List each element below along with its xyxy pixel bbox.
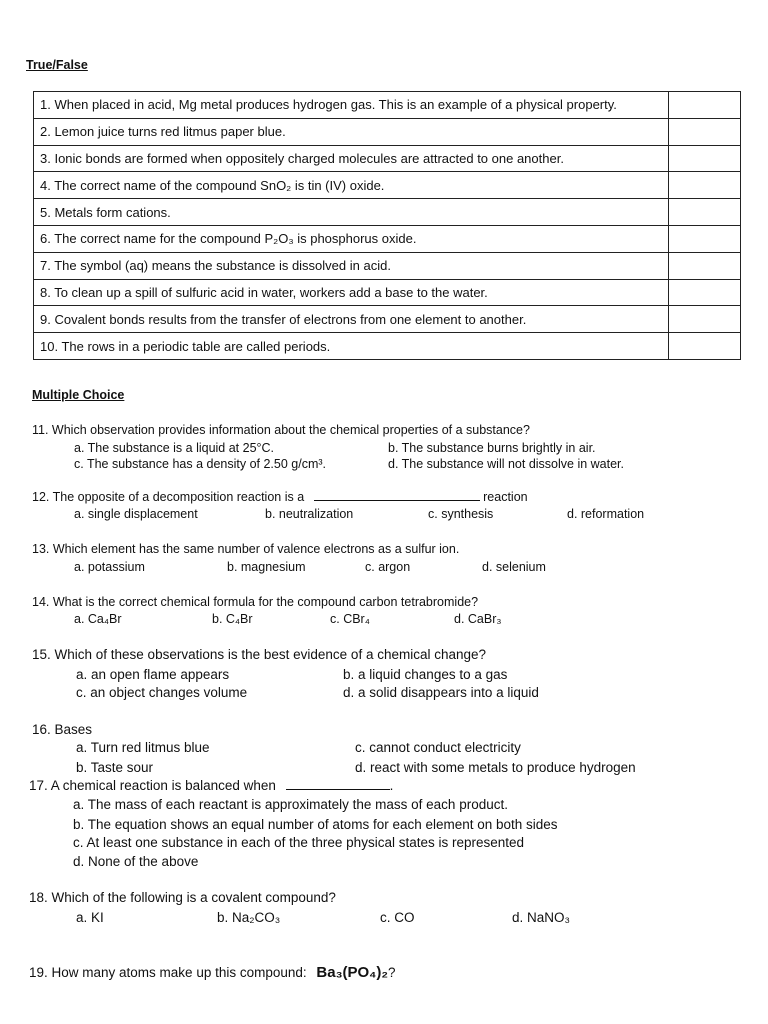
answer-cell[interactable] — [669, 172, 741, 199]
true-false-row — [34, 118, 741, 145]
q11-option-a: a. The substance is a liquid at 25°C. — [74, 441, 275, 455]
q13-option-d: d. selenium — [482, 560, 546, 574]
true-false-statement: 1. When placed in acid, Mg metal produces hydrogen gas. This is an example of a physical property. — [34, 92, 669, 119]
q15-option-b: b. a liquid changes to a gas — [343, 667, 508, 682]
q19-end: ? — [388, 965, 396, 980]
true-false-row — [34, 92, 741, 119]
answer-cell[interactable] — [669, 252, 741, 279]
q17-text: 17. A chemical reaction is balanced when — [29, 778, 276, 793]
true-false-statement: 6. The correct name for the compound P₂O₃ is phosphorus oxide. — [34, 225, 669, 252]
q15-option-d: d. a solid disappears into a liquid — [343, 685, 539, 700]
answer-cell[interactable] — [669, 145, 741, 172]
q16-option-c: c. cannot conduct electricity — [355, 740, 521, 755]
question-16: 16. Bases — [32, 722, 93, 737]
q12-option-c: c. synthesis — [428, 507, 494, 521]
q12-option-b: b. neutralization — [265, 507, 354, 521]
q13-option-a: a. potassium — [74, 560, 145, 574]
answer-cell[interactable] — [669, 225, 741, 252]
answer-cell[interactable] — [669, 333, 741, 360]
question-15: 15. Which of these observations is the best evidence of a chemical change? — [32, 647, 487, 662]
question-12 — [32, 489, 528, 504]
q12-blank — [314, 489, 480, 501]
true-false-row — [34, 145, 741, 172]
true-false-row — [34, 199, 741, 226]
q18-option-c: c. CO — [380, 910, 415, 925]
q12-option-d: d. reformation — [567, 507, 645, 521]
answer-cell[interactable] — [669, 306, 741, 333]
q14-option-c: c. CBr₄ — [330, 612, 370, 626]
question-11: 11. Which observation provides information about the chemical properties of a substance? — [32, 423, 530, 437]
true-false-statement: 4. The correct name of the compound SnO₂ is tin (IV) oxide. — [34, 172, 669, 199]
true-false-row — [34, 172, 741, 199]
q18-option-d: d. NaNO₃ — [512, 910, 571, 925]
true-false-statement: 2. Lemon juice turns red litmus paper blue. — [34, 118, 669, 145]
q11-option-b: b. The substance burns brightly in air. — [388, 441, 596, 455]
q13-option-b: b. magnesium — [227, 560, 306, 574]
q13-option-c: c. argon — [365, 560, 411, 574]
true-false-statement: 8. To clean up a spill of sulfuric acid in water, workers add a base to the water. — [34, 279, 669, 306]
answer-cell[interactable] — [669, 118, 741, 145]
question-13: 13. Which element has the same number of valence electrons as a sulfur ion. — [32, 542, 460, 556]
q17-option-d: d. None of the above — [73, 854, 199, 869]
q17-end: . — [389, 778, 394, 793]
true-false-statement: 7. The symbol (aq) means the substance is dissolved in acid. — [34, 252, 669, 279]
question-17 — [29, 778, 393, 793]
q15-option-a: a. an open flame appears — [76, 667, 230, 682]
true-false-statement: 3. Ionic bonds are formed when oppositely charged molecules are attracted to one another. — [34, 145, 669, 172]
true-false-row — [34, 333, 741, 360]
q14-option-a: a. Ca₄Br — [74, 612, 122, 626]
true-false-statement: 10. The rows in a periodic table are called periods. — [34, 333, 669, 360]
true-false-heading: True/False — [26, 58, 88, 72]
q14-option-d: d. CaBr₃ — [454, 612, 502, 626]
multiple-choice-heading: Multiple Choice — [32, 388, 125, 402]
true-false-row — [34, 225, 741, 252]
q17-blank — [286, 778, 390, 790]
q19-formula: Ba₃(PO₄)₂ — [316, 964, 388, 981]
answer-cell[interactable] — [669, 92, 741, 119]
answer-cell[interactable] — [669, 279, 741, 306]
q17-option-a: a. The mass of each reactant is approximately the mass of each product. — [73, 797, 508, 812]
true-false-row — [34, 252, 741, 279]
true-false-row — [34, 279, 741, 306]
true-false-row — [34, 306, 741, 333]
q12-suffix: reaction — [483, 490, 528, 504]
q15-option-c: c. an object changes volume — [76, 685, 248, 700]
true-false-statement: 5. Metals form cations. — [34, 199, 669, 226]
true-false-table — [33, 91, 741, 360]
q16-option-d: d. react with some metals to produce hydrogen — [355, 760, 636, 775]
q16-option-a: a. Turn red litmus blue — [76, 740, 210, 755]
q17-option-b: b. The equation shows an equal number of atoms for each element on both sides — [73, 817, 558, 832]
q11-option-c: c. The substance has a density of 2.50 g/cm³. — [74, 457, 326, 471]
q16-option-b: b. Taste sour — [76, 760, 154, 775]
question-19 — [29, 964, 396, 981]
q12-option-a: a. single displacement — [74, 507, 198, 521]
answer-cell[interactable] — [669, 199, 741, 226]
q17-option-c: c. At least one substance in each of the three physical states is represented — [73, 835, 525, 850]
q19-text: 19. How many atoms make up this compound: — [29, 965, 307, 980]
q18-option-b: b. Na₂CO₃ — [217, 910, 281, 925]
question-14: 14. What is the correct chemical formula for the compound carbon tetrabromide? — [32, 595, 479, 609]
q12-text: 12. The opposite of a decomposition reaction is a — [32, 490, 305, 504]
q14-option-b: b. C₄Br — [212, 612, 253, 626]
true-false-statement: 9. Covalent bonds results from the transfer of electrons from one element to another. — [34, 306, 669, 333]
q18-option-a: a. KI — [76, 910, 104, 925]
question-18: 18. Which of the following is a covalent compound? — [29, 890, 336, 905]
q11-option-d: d. The substance will not dissolve in water. — [388, 457, 625, 471]
